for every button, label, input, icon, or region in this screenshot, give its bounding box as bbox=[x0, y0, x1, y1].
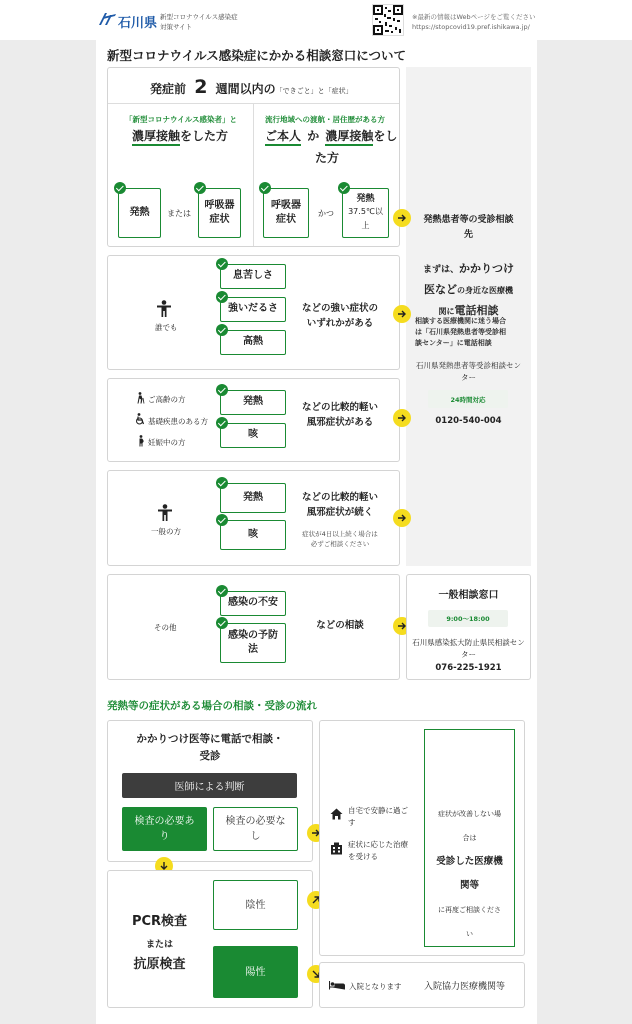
hospital-bed-icon bbox=[329, 980, 345, 990]
symptom-fever-general: 発熱 bbox=[220, 483, 286, 513]
symptom-fatigue: 強いだるさ bbox=[220, 297, 286, 322]
row-other-desc: などの相談 bbox=[316, 620, 364, 631]
check-icon bbox=[216, 585, 228, 597]
home-icon bbox=[330, 808, 343, 820]
symptom-breathless: 息苦しさ bbox=[220, 264, 286, 289]
dest1-line1: 発熱患者等の受診相談 bbox=[423, 215, 514, 225]
dest1-line2: 先 bbox=[463, 230, 473, 240]
qr-code bbox=[372, 4, 404, 36]
arrow-right-icon bbox=[393, 305, 411, 323]
left-subtitle: 「新型コロナウイルス感染者」と bbox=[125, 115, 238, 124]
admit-text: 入院となります bbox=[349, 982, 402, 991]
symptom-cough-risk: 咳 bbox=[220, 423, 286, 448]
pregnant-icon bbox=[137, 435, 146, 447]
check-icon bbox=[216, 258, 228, 270]
dest2-hours: 9:00〜18:00 bbox=[428, 610, 508, 627]
judge-button[interactable]: 医師による判断 bbox=[122, 773, 297, 798]
dest1-first: まずは、かかりつけ 医などの身近な医療機 関に電話相談 bbox=[422, 262, 514, 317]
divider bbox=[253, 104, 254, 246]
check-icon bbox=[259, 182, 271, 194]
check-icon bbox=[216, 617, 228, 629]
pcr-title: PCR検査 または 抗原検査 bbox=[131, 914, 188, 973]
treat-text: 症状に応じた治療 を受ける bbox=[348, 840, 408, 861]
check-icon bbox=[216, 514, 228, 526]
close-contact-heading: 発症前 2 週間以内の「できごと」と「症状」 bbox=[150, 76, 353, 98]
hospital-building-icon bbox=[330, 842, 343, 855]
elderly-icon bbox=[136, 392, 146, 404]
check-icon bbox=[194, 182, 206, 194]
symptom-high-fever: 高熱 bbox=[220, 330, 286, 355]
symptom-fever-risk: 発熱 bbox=[220, 390, 286, 415]
dest2-phone[interactable]: 076-225-1921 bbox=[435, 663, 502, 673]
topic-anxiety: 感染の不安 bbox=[220, 591, 286, 616]
negative-button[interactable]: 陰性 bbox=[213, 880, 298, 930]
row-risk-desc: などの比較的軽い 風邪症状がある bbox=[301, 402, 378, 429]
person-icon bbox=[156, 300, 172, 318]
notice-text: ※最新の情報はWebページをご覧ください bbox=[412, 13, 536, 21]
site-url[interactable]: https://stopcovid19.pref.ishikawa.jp/ bbox=[412, 23, 530, 31]
test-not-needed-button[interactable]: 検査の必要な し bbox=[213, 807, 298, 851]
person-icon bbox=[157, 504, 173, 522]
check-icon bbox=[216, 384, 228, 396]
row-general-desc: などの比較的軽い 風邪症状が続く bbox=[301, 492, 378, 519]
who-elderly: ご高齢の方 bbox=[148, 395, 186, 404]
hospital-text: 入院協力医療機関等 bbox=[424, 982, 506, 992]
home-text: 自宅で安静に過ご す bbox=[348, 806, 408, 827]
check-icon bbox=[216, 417, 228, 429]
test-needed-button[interactable]: 検査の必要あ り bbox=[122, 807, 207, 851]
positive-button[interactable]: 陽性 bbox=[213, 946, 298, 998]
left-main: 濃厚接触をした方 bbox=[132, 127, 228, 144]
and-label: かつ bbox=[318, 209, 334, 218]
who-anyone: 誰でも bbox=[155, 323, 178, 332]
dest1-phone[interactable]: 0120-540-004 bbox=[435, 416, 502, 426]
dest1-center: 石川県発熱患者等受診相談セン ター bbox=[416, 361, 521, 382]
symptom-respiratory: 呼吸器 症状 bbox=[198, 188, 241, 238]
who-general: 一般の方 bbox=[151, 527, 181, 536]
site-title-line1: 新型コロナウイルス感染症 bbox=[160, 13, 238, 21]
page-title: 新型コロナウイルス感染症にかかる相談窓口について bbox=[107, 48, 407, 63]
right-main-cont: た方 bbox=[315, 151, 340, 165]
dest2-title: 一般相談窓口 bbox=[438, 590, 499, 601]
call-title: かかりつけ医等に電話で相談・ 受診 bbox=[136, 733, 284, 763]
dest1-note: 相談する医療機関に迷う場合 は「石川県発熱患者等受診相 談センター」に電話相談 bbox=[415, 317, 506, 347]
who-other: その他 bbox=[154, 623, 177, 632]
wheelchair-icon bbox=[135, 413, 146, 425]
symptom-respiratory-2: 呼吸器 症状 bbox=[263, 188, 309, 238]
check-icon bbox=[114, 182, 126, 194]
symptom-cough-general: 咳 bbox=[220, 520, 286, 550]
check-icon bbox=[216, 291, 228, 303]
arrow-right-icon bbox=[393, 409, 411, 427]
who-chronic: 基礎疾患のある方 bbox=[148, 417, 208, 426]
site-title-line2: 対策サイト bbox=[160, 23, 193, 31]
symptom-fever: 発熱 bbox=[118, 188, 161, 238]
row-general-note: 症状が4日以上続く場合は 必ずご相談ください bbox=[302, 530, 378, 549]
section2-heading: 発熱等の症状がある場合の相談・受診の流れ bbox=[107, 700, 317, 712]
prefecture-name[interactable]: 石川県 bbox=[118, 16, 158, 31]
header bbox=[0, 0, 632, 40]
arrow-right-icon bbox=[393, 509, 411, 527]
or-label: または bbox=[167, 209, 191, 218]
prefecture-logo-icon bbox=[97, 11, 117, 27]
row-anyone-desc: などの強い症状の いずれかがある bbox=[301, 303, 378, 330]
who-pregnant: 妊娠中の方 bbox=[148, 438, 186, 447]
check-icon bbox=[216, 477, 228, 489]
topic-prevention: 感染の予防 法 bbox=[220, 623, 286, 663]
dest2-name: 石川県感染拡大防止県民相談セン ター bbox=[412, 638, 525, 659]
dest1-hours: 24時間対応 bbox=[428, 390, 508, 408]
symptom-fever-375: 発熱 37.5℃以 上 bbox=[342, 188, 389, 238]
check-icon bbox=[338, 182, 350, 194]
check-icon bbox=[216, 324, 228, 336]
no-improvement-text: 症状が改善しない場 合は 受診した医療機 関等 に再度ご相談くださ い bbox=[436, 810, 503, 938]
right-subtitle: 流行地域への渡航・居住歴がある方 bbox=[265, 115, 385, 124]
right-main: ご本人 か 濃厚接触をし bbox=[265, 127, 397, 144]
